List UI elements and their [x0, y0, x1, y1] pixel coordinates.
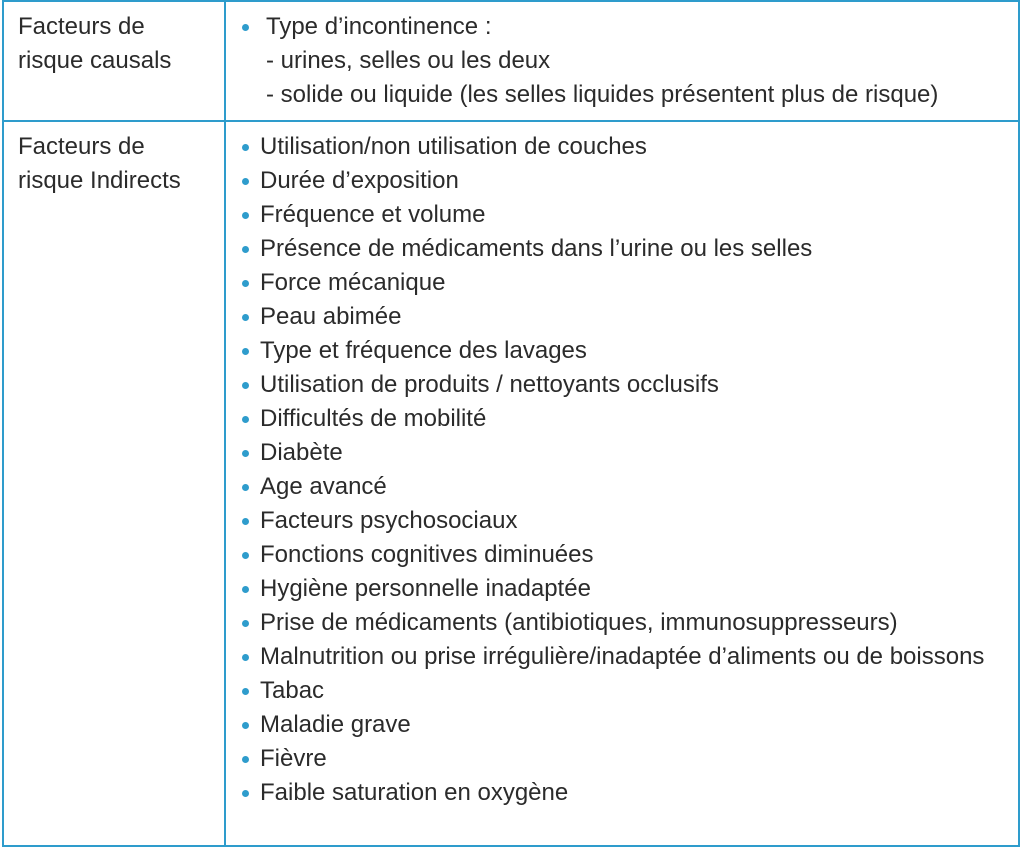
bullet-icon — [242, 756, 249, 763]
bullet-icon — [242, 382, 249, 389]
bullet-icon — [242, 586, 249, 593]
list-item-text: Fièvre — [260, 745, 327, 772]
column-divider — [224, 122, 226, 845]
sub-item: - urines, selles ou les deux — [266, 47, 551, 74]
list-item — [238, 470, 1008, 504]
list-item — [238, 402, 1008, 436]
list-item-text: Tabac — [260, 677, 325, 704]
list-item — [238, 538, 1008, 572]
bullet-icon — [242, 178, 249, 185]
indirect-risk-list — [238, 130, 1008, 810]
list-item-text: Peau abimée — [260, 303, 402, 330]
bullet-icon — [242, 484, 249, 491]
list-item-text: Hygiène personnelle inadaptée — [260, 575, 591, 602]
list-item — [238, 334, 1008, 368]
list-item-text: Age avancé — [260, 473, 387, 500]
list-item-text: Utilisation/non utilisation de couches — [260, 133, 647, 160]
indirect-label-line-2: risque Indirects — [18, 167, 181, 194]
causal-risk-row — [4, 2, 1018, 122]
list-item-text: Faible saturation en oxygène — [260, 779, 569, 806]
indirect-label-line-1: Facteurs de — [18, 133, 145, 160]
list-item-text: Facteurs psychosociaux — [260, 507, 518, 534]
list-item-text: Difficultés de mobilité — [260, 405, 487, 432]
list-item-text: Force mécanique — [260, 269, 446, 296]
causal-risk-content — [238, 10, 1008, 112]
bullet-icon — [242, 212, 249, 219]
list-item-text: Durée d’exposition — [260, 167, 459, 194]
list-item — [238, 708, 1008, 742]
list-item — [238, 572, 1008, 606]
list-item — [238, 742, 1008, 776]
incontinence-type-text: Type d’incontinence : — [266, 13, 492, 40]
sub-item: - solide ou liquide (les selles liquides présentent plus de risque) — [266, 81, 939, 108]
list-item-text: Diabète — [260, 439, 343, 466]
list-item — [238, 606, 1008, 640]
list-item — [238, 300, 1008, 334]
indirect-risk-row — [4, 122, 1018, 845]
list-item-text: Utilisation de produits / nettoyants occlusifs — [260, 371, 719, 398]
list-item — [238, 232, 1008, 266]
risk-factors-table — [2, 0, 1020, 847]
indirect-risk-content — [238, 130, 1008, 810]
list-item-text: Fonctions cognitives diminuées — [260, 541, 594, 568]
bullet-icon — [242, 688, 249, 695]
list-item — [238, 674, 1008, 708]
list-item-text: Prise de médicaments (antibiotiques, immunosuppresseurs) — [260, 609, 898, 636]
list-item — [238, 266, 1008, 300]
incontinence-type-item — [238, 10, 1008, 44]
bullet-icon — [242, 620, 249, 627]
list-item-text: Malnutrition ou prise irrégulière/inadaptée d’aliments ou de boissons — [260, 643, 985, 670]
bullet-icon — [242, 654, 249, 661]
bullet-icon — [242, 722, 249, 729]
causal-label-line-1: Facteurs de — [18, 13, 145, 40]
bullet-icon — [242, 280, 249, 287]
list-item-text: Fréquence et volume — [260, 201, 486, 228]
bullet-icon — [242, 24, 249, 31]
bullet-icon — [242, 246, 249, 253]
indirect-risk-label — [18, 130, 218, 198]
bullet-icon — [242, 450, 249, 457]
bullet-icon — [242, 518, 249, 525]
bullet-icon — [242, 348, 249, 355]
list-item — [238, 776, 1008, 810]
list-item — [238, 164, 1008, 198]
bullet-icon — [242, 416, 249, 423]
list-item-text: Type et fréquence des lavages — [260, 337, 587, 364]
bullet-icon — [242, 552, 249, 559]
list-item — [238, 640, 1008, 674]
causal-risk-label — [18, 10, 218, 78]
list-item — [238, 368, 1008, 402]
list-item-text: Maladie grave — [260, 711, 411, 738]
bullet-icon — [242, 790, 249, 797]
list-item-text: Présence de médicaments dans l’urine ou les selles — [260, 235, 813, 262]
list-item — [238, 504, 1008, 538]
list-item — [238, 436, 1008, 470]
list-item — [238, 198, 1008, 232]
column-divider — [224, 2, 226, 120]
bullet-icon — [242, 314, 249, 321]
bullet-icon — [242, 144, 249, 151]
causal-label-line-2: risque causals — [18, 47, 172, 74]
list-item — [238, 130, 1008, 164]
